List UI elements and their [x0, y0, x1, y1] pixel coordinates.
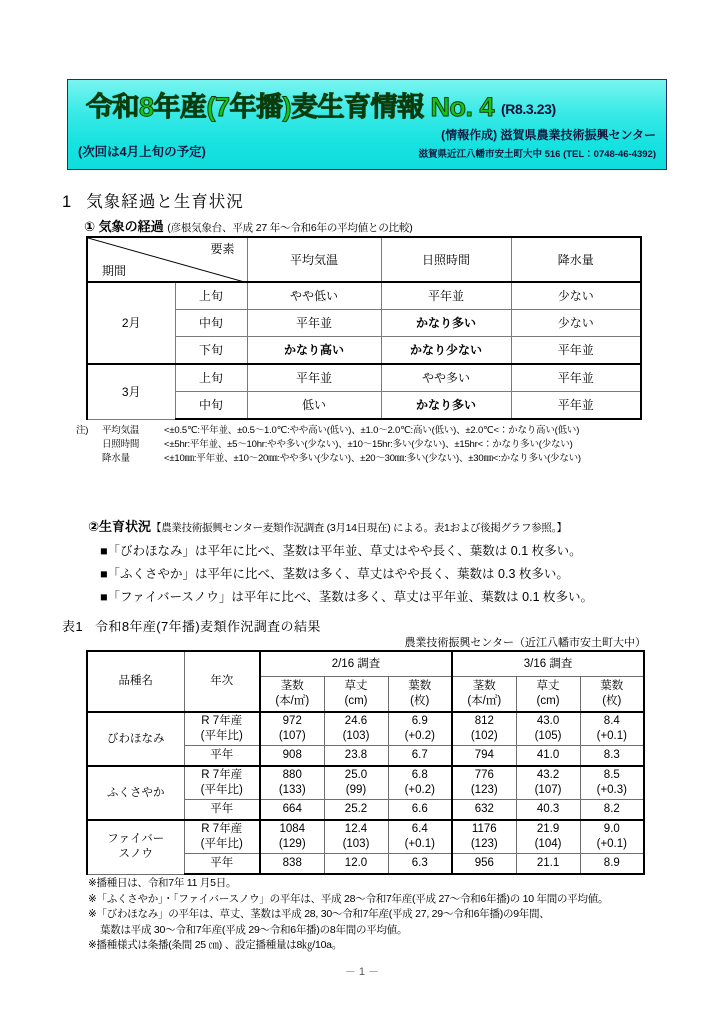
weather-note-text: <±5hr:平年並、±5～10hr:やや多い(少ない)、±10～15hr:多い(少ない)、±15hr<：かなり多い(少ない) — [164, 439, 573, 450]
data-cell: 632 — [452, 800, 516, 821]
table-header-row-group — [87, 651, 644, 677]
table-row — [87, 766, 644, 800]
weather-col-header: 日照時間 — [381, 237, 511, 282]
weather-note-text: <±10㎜:平年並、±10～20㎜:やや多い(少ない)、±20～30㎜:多い(少ない)、±30㎜<:かなり多い(少ない) — [164, 453, 581, 464]
data-cell: 41.0 — [516, 746, 580, 767]
data-cell: 6.8 (+0.2) — [388, 766, 452, 800]
header-metric: 葉数 (枚) — [388, 677, 452, 713]
header-variety: 品種名 — [87, 651, 184, 712]
weather-note-line — [76, 452, 581, 466]
year-cell: 平年 — [184, 854, 260, 875]
banner-next-issue: (次回は4月上旬の予定) — [78, 145, 206, 159]
banner-title-date: (R8.3.23) — [501, 101, 556, 117]
table1-label: 表1 — [62, 619, 84, 634]
subsection1-heading — [84, 216, 413, 235]
variety-name-cell: ファイバー スノウ — [87, 820, 184, 874]
bottom-note-line: ※播種日は、令和7年 11 月5日。 — [88, 877, 237, 889]
banner-title-main: 令和8年産(7年播)麦生育情報 No. 4 — [86, 92, 495, 122]
banner-organization: (情報作成) 滋賀県農業技術振興センター — [441, 128, 656, 142]
weather-value-cell: かなり多い — [381, 310, 511, 337]
weather-period-cell: 中旬 — [175, 392, 247, 420]
weather-note-text: <±0.5℃:平年並、±0.5～1.0℃:やや高い(低い)、±1.0～2.0℃:高い(低い)、±2.0℃<：かなり高い(低い) — [164, 425, 580, 436]
table1-caption-text: 令和8年産(7年播)麦類作況調査の結果 — [95, 619, 321, 634]
data-cell: 972 (107) — [260, 712, 324, 746]
data-cell: 9.0 (+0.1) — [580, 820, 644, 854]
data-cell: 43.2 (107) — [516, 766, 580, 800]
subsection1-title-text: 気象の経過 — [98, 219, 164, 234]
data-cell: 838 — [260, 854, 324, 875]
weather-period-cell: 中旬 — [175, 310, 247, 337]
weather-note-line — [76, 438, 581, 452]
data-cell: 6.7 — [388, 746, 452, 767]
weather-period-cell: 上旬 — [175, 282, 247, 310]
data-cell: 21.1 — [516, 854, 580, 875]
header-year: 年次 — [184, 651, 260, 712]
banner-address: 滋賀県近江八幡市安土町大中 516 (TEL：0748-46-4392) — [418, 149, 656, 160]
subsection1-number: ① — [84, 219, 96, 234]
weather-note-line — [76, 424, 581, 438]
table-row — [87, 820, 644, 854]
weather-col-header: 降水量 — [511, 237, 641, 282]
weather-value-cell: 平年並 — [381, 282, 511, 310]
data-cell: 956 — [452, 854, 516, 875]
bottom-notes — [88, 876, 608, 954]
data-cell: 25.2 — [324, 800, 388, 821]
weather-value-cell: 少ない — [511, 282, 641, 310]
weather-corner-period-label: 期間 — [102, 264, 127, 278]
weather-corner-element-label: 要素 — [210, 242, 235, 256]
year-cell: 平年 — [184, 746, 260, 767]
subsection1-note: (彦根気象台、平成 27 年～令和6年の平均値との比較) — [167, 222, 413, 234]
bottom-note-continuation: 葉数は平成 30～令和7年産(平成 29～令和6年播)の8年間の平均値。 — [100, 923, 408, 936]
data-cell: 40.3 — [516, 800, 580, 821]
weather-period-cell: 上旬 — [175, 364, 247, 392]
data-cell: 776 (123) — [452, 766, 516, 800]
weather-value-cell: 平年並 — [247, 310, 381, 337]
variety-name-cell: びわほなみ — [87, 712, 184, 766]
subsection2-number: ② — [88, 519, 100, 534]
page-number: － 1 － — [344, 966, 380, 978]
weather-value-cell: 低い — [247, 392, 381, 420]
section1-title-text: 気象経過と生育状況 — [86, 193, 244, 211]
bottom-note-line: ※「びわほなみ」の平年は、草丈、茎数は平成 28, 30～令和7年産(平成 27, 29～令和6年播)の9年間、 — [88, 908, 550, 920]
header-metric: 茎数 (本/㎡) — [452, 677, 516, 713]
weather-value-cell: 平年並 — [247, 364, 381, 392]
variety-name-cell: ふくさやか — [87, 766, 184, 820]
table1-caption — [62, 616, 321, 635]
subsection2-note: 【農業技術振興センター麦類作況調査 (3月14日現在) による。表1および後掲グラフ参照。】 — [151, 522, 567, 534]
data-cell: 6.9 (+0.2) — [388, 712, 452, 746]
header-metric: 葉数 (枚) — [580, 677, 644, 713]
header-survey-group-feb: 2/16 調査 — [260, 651, 452, 677]
data-cell: 794 — [452, 746, 516, 767]
weather-value-cell: 平年並 — [511, 364, 641, 392]
bottom-note-line: ※播種様式は条播(条間 25 ㎝) 、設定播種量は8㎏/10a。 — [88, 939, 342, 951]
weather-notes — [76, 424, 581, 466]
weather-note-lead: 注) — [76, 425, 89, 436]
growth-bullet-item: ■「ファイバースノウ」は平年に比べ、茎数は多く、草丈は平年並、葉数は 0.1 枚多い。 — [100, 590, 593, 604]
data-cell: 1176 (123) — [452, 820, 516, 854]
growth-status-bullets — [100, 540, 593, 609]
bottom-note-line: ※「ふくさやか」・「ファイバースノウ」の平年は、平成 28～令和7年産(平成 27～令和6年播)の 10 年間の平均値。 — [88, 892, 609, 905]
subsection2-title-text: 生育状況 — [99, 519, 152, 534]
data-cell: 6.6 — [388, 800, 452, 821]
data-cell: 908 — [260, 746, 324, 767]
weather-note-key: 平均気温 — [102, 425, 140, 436]
data-cell: 1084 (129) — [260, 820, 324, 854]
section1-number: 1 — [62, 193, 73, 211]
header-metric: 草丈 (cm) — [516, 677, 580, 713]
data-cell: 8.4 (+0.1) — [580, 712, 644, 746]
weather-value-cell: 平年並 — [511, 337, 641, 365]
table1-source: 農業技術振興センター（近江八幡市安土町大中） — [404, 637, 646, 649]
weather-value-cell: やや多い — [381, 364, 511, 392]
weather-row — [87, 282, 641, 310]
header-banner — [67, 79, 667, 170]
weather-month-cell: 3月 — [87, 364, 175, 419]
banner-title — [86, 85, 656, 124]
weather-value-cell: かなり高い — [247, 337, 381, 365]
data-cell: 23.8 — [324, 746, 388, 767]
growth-bullet-item: ■「ふくさやか」は平年に比べ、茎数は多く、草丈はやや長く、葉数は 0.3 枚多い。 — [100, 567, 569, 581]
data-cell: 12.0 — [324, 854, 388, 875]
weather-value-cell: 平年並 — [511, 392, 641, 420]
data-cell: 8.5 (+0.3) — [580, 766, 644, 800]
section1-heading — [62, 188, 244, 212]
weather-note-key: 日照時間 — [102, 439, 140, 450]
data-cell: 664 — [260, 800, 324, 821]
data-cell: 8.3 — [580, 746, 644, 767]
header-metric: 茎数 (本/㎡) — [260, 677, 324, 713]
year-cell: R 7年産 (平年比) — [184, 820, 260, 854]
data-cell: 24.6 (103) — [324, 712, 388, 746]
year-cell: R 7年産 (平年比) — [184, 712, 260, 746]
year-cell: 平年 — [184, 800, 260, 821]
weather-value-cell: かなり少ない — [381, 337, 511, 365]
data-cell: 25.0 (99) — [324, 766, 388, 800]
table-row — [87, 712, 644, 746]
weather-value-cell: やや低い — [247, 282, 381, 310]
data-cell: 12.4 (103) — [324, 820, 388, 854]
data-cell: 6.4 (+0.1) — [388, 820, 452, 854]
data-cell: 8.9 — [580, 854, 644, 875]
year-cell: R 7年産 (平年比) — [184, 766, 260, 800]
survey-data-table — [86, 650, 645, 875]
weather-value-cell: かなり多い — [381, 392, 511, 420]
subsection2-heading — [88, 516, 567, 535]
header-survey-group-mar: 3/16 調査 — [452, 651, 644, 677]
data-cell: 880 (133) — [260, 766, 324, 800]
data-cell: 21.9 (104) — [516, 820, 580, 854]
weather-note-key: 降水量 — [102, 453, 130, 464]
weather-period-cell: 下旬 — [175, 337, 247, 365]
weather-corner-cell — [87, 237, 247, 282]
weather-row — [87, 364, 641, 392]
data-cell: 43.0 (105) — [516, 712, 580, 746]
header-metric: 草丈 (cm) — [324, 677, 388, 713]
data-cell: 6.3 — [388, 854, 452, 875]
data-cell: 8.2 — [580, 800, 644, 821]
weather-col-header: 平均気温 — [247, 237, 381, 282]
weather-month-cell: 2月 — [87, 282, 175, 364]
weather-value-cell: 少ない — [511, 310, 641, 337]
growth-bullet-item: ■「びわほなみ」は平年に比べ、茎数は平年並、草丈はやや長く、葉数は 0.1 枚多い。 — [100, 544, 582, 558]
weather-table — [86, 236, 642, 420]
data-cell: 812 (102) — [452, 712, 516, 746]
